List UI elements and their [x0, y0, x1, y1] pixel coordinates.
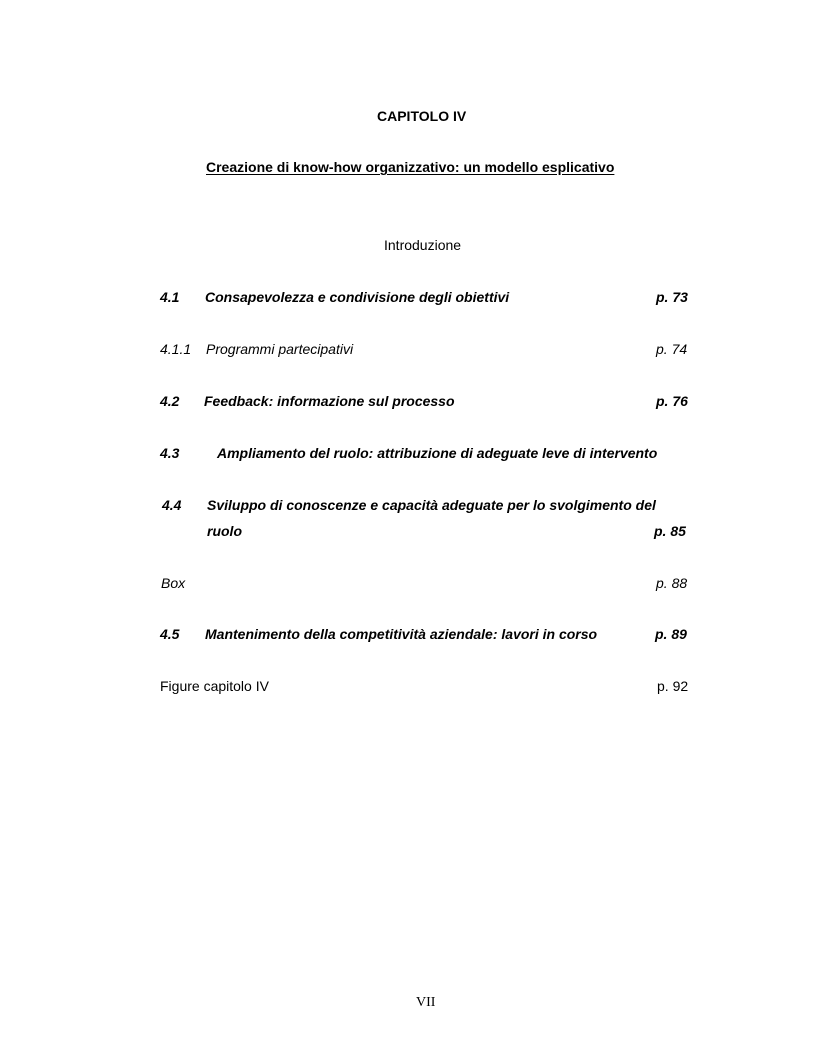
toc-label: Mantenimento della competitività aziendale: lavori in corso [205, 626, 598, 642]
toc-number: 4.5 [160, 626, 180, 642]
toc-label-line2: ruolo [207, 523, 242, 539]
toc-label: Feedback: informazione sul processo [204, 393, 455, 409]
chapter-subtitle: Creazione di know-how organizzativo: un modello esplicativo [206, 159, 615, 175]
toc-number: 4.4 [162, 497, 182, 513]
toc-label: Box [161, 575, 186, 591]
toc-page: p. 92 [657, 678, 689, 694]
toc-label: Ampliamento del ruolo: attribuzione di adeguate leve di intervento [217, 445, 658, 461]
toc-number: 4.1 [160, 289, 180, 305]
toc-label: Figure capitolo IV [160, 678, 269, 694]
page-number: VII [416, 995, 436, 1010]
chapter-title: CAPITOLO IV [377, 108, 467, 124]
toc-number: 4.3 [160, 445, 180, 461]
toc-label: Programmi partecipativi [206, 341, 354, 357]
intro-entry: Introduzione [384, 237, 462, 253]
toc-number: 4.1.1 [160, 341, 192, 357]
toc-number: 4.2 [160, 393, 180, 409]
toc-page: p. 89 [655, 626, 687, 642]
toc-page: p. 88 [656, 575, 688, 591]
toc-label-line1: Sviluppo di conoscenze e capacità adeguate per lo svolgimento del [207, 497, 656, 513]
toc-page: p. 85 [654, 523, 686, 539]
toc-page: p. 76 [656, 393, 688, 409]
toc-page: p. 73 [656, 289, 688, 305]
toc-label: Consapevolezza e condivisione degli obiettivi [205, 289, 510, 305]
toc-page: p. 74 [656, 341, 688, 357]
